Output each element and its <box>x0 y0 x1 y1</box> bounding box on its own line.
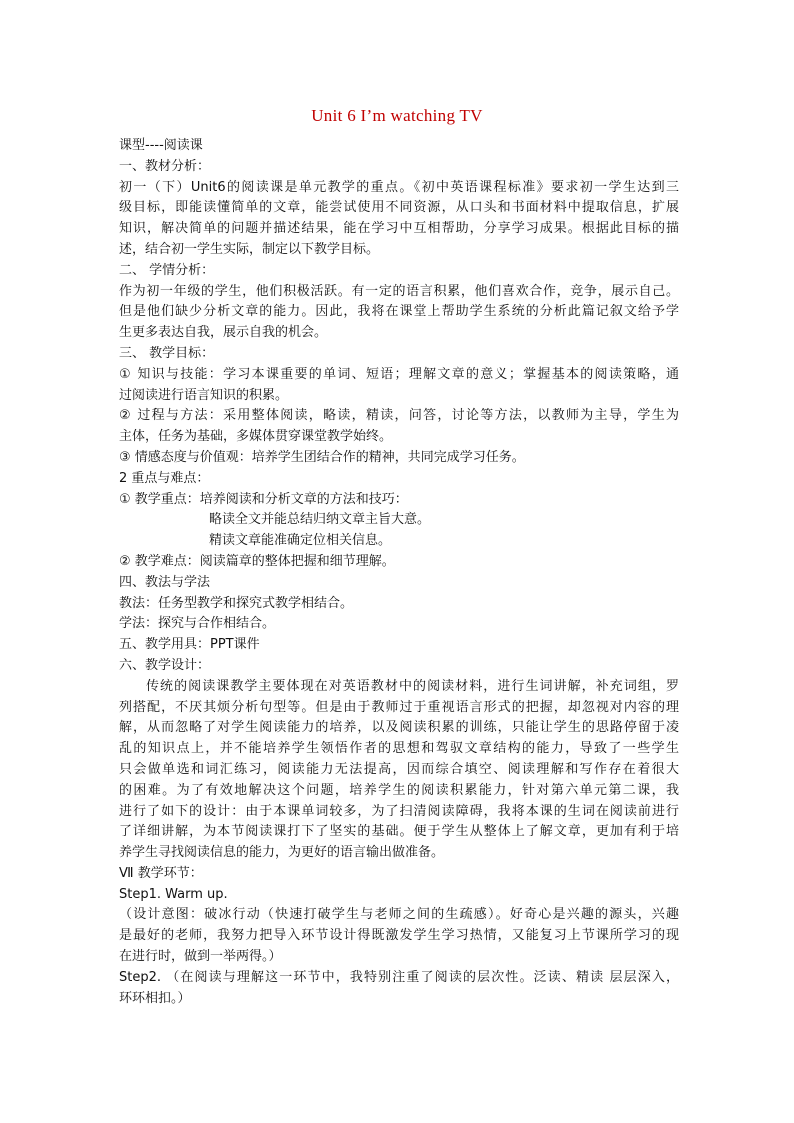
section-heading: 二、 学情分析： <box>119 262 215 278</box>
paragraph-line: 是最好的老师，我努力把导入环节设计得既激发学生学习热情，又能复习上节课所学习的现 <box>119 928 679 944</box>
section-heading: 五、教学用具：PPT课件 <box>119 637 260 653</box>
section-heading: 三、 教学目标： <box>119 345 215 361</box>
paragraph-line: 进行了如下的设计：由于本课单词较多，为了扫清阅读障碍，我将本课的生词在阅读前进行 <box>119 803 679 819</box>
list-item: ② 过程与方法：采用整体阅读，略读，精读，问答，讨论等方法，以教师为主导，学生为 <box>119 408 679 424</box>
paragraph-line: 了详细讲解，为本节阅读课打下了坚实的基础。便于学生从整体上了解文章，更加有利于培 <box>119 824 679 840</box>
list-item: ③ 情感态度与价值观：培养学生团结合作的精神，共同完成学习任务。 <box>119 449 525 465</box>
paragraph-line: 只会做单选和词汇练习，阅读能力无法提高，因而综合填空、阅读理解和写作存在着很大 <box>119 761 679 777</box>
list-item: ② 教学难点：阅读篇章的整体把握和细节理解。 <box>119 553 395 569</box>
section-heading: 一、教材分析： <box>119 158 211 174</box>
paragraph-line: 乱的知识点上，并不能培养学生领悟作者的思想和驾驭文章结构的能力，导致了一些学生 <box>119 741 679 757</box>
paragraph-line: 列搭配，不厌其烦分析句型等。但是由于教师过于重视语言形式的把握，却忽视对内容的理 <box>119 699 679 715</box>
document-title: Unit 6 I’m watching TV <box>311 106 483 125</box>
paragraph-line: 在进行时，做到一举两得。） <box>119 949 282 965</box>
paragraph-line: 解，从而忽略了对学生阅读能力的培养，以及阅读积累的训练，只能让学生的思路停留于凌 <box>119 720 679 736</box>
paragraph-line: 环环相扣。） <box>119 990 191 1006</box>
paragraph-line: 养学生寻找阅读信息的能力，为更好的语言输出做准备。 <box>119 845 445 861</box>
document-body <box>119 136 679 1009</box>
paragraph-line: 作为初一年级的学生，他们积极活跃。有一定的语言积累，他们喜欢合作，竞争，展示自己。 <box>119 283 679 299</box>
list-item: 主体，任务为基础，多媒体贯穿课堂教学始终。 <box>119 429 393 445</box>
list-item: 过阅读进行语言知识的积累。 <box>119 387 289 403</box>
paragraph-line: （设计意图：破冰行动（快速打破学生与老师之间的生疏感）。好奇心是兴趣的源头，兴趣 <box>119 907 679 923</box>
section-heading: 四、教法与学法 <box>119 574 211 590</box>
paragraph-line: 级目标，即能读懂简单的文章，能尝试使用不同资源，从口头和书面材料中提取信息，扩展 <box>119 200 679 216</box>
paragraph-line: 教法：任务型教学和探究式教学相结合。 <box>119 595 354 611</box>
paragraph-line: 的困难。为了有效地解决这个问题，培养学生的阅读积累能力，针对第六单元第二课，我 <box>119 782 679 798</box>
paragraph-line: 知识，解决简单的问题并描述结果，能在学习中互相帮助，分享学习成果。根据此目标的描 <box>119 221 679 237</box>
paragraph-line: 传统的阅读课教学主要体现在对英语教材中的阅读材料，进行生词讲解，补充词组，罗 <box>146 678 679 694</box>
lesson-type-line: 课型----阅读课 <box>119 138 203 153</box>
paragraph-line: 述，结合初一学生实际，制定以下教学目标。 <box>119 241 380 257</box>
step-heading: Step2. （在阅读与理解这一环节中，我特别注重了阅读的层次性。泛读、精读 层层深入， <box>119 969 679 985</box>
section-heading: Ⅶ 教学环节： <box>119 865 203 881</box>
list-subitem: 略读全文并能总结归纳文章主旨大意。 <box>209 512 431 528</box>
paragraph-line: 初一（下）Unit6的阅读课是单元教学的重点。《初中英语课程标准》要求初一学生达到三 <box>119 179 679 195</box>
section-heading: 2 重点与难点： <box>119 470 210 486</box>
list-item: ① 教学重点：培养阅读和分析文章的方法和技巧： <box>119 491 408 507</box>
paragraph-line: 生更多表达自我，展示自我的机会。 <box>119 325 328 341</box>
paragraph-line: 学法：探究与合作相结合。 <box>119 616 276 632</box>
section-heading: 六、教学设计： <box>119 657 211 673</box>
list-subitem: 精读文章能准确定位相关信息。 <box>209 533 392 549</box>
list-item: ① 知识与技能：学习本课重要的单词、短语；理解文章的意义；掌握基本的阅读策略，通 <box>119 366 679 382</box>
step-heading: Step1. Warm up. <box>119 886 228 902</box>
paragraph-line: 但是他们缺少分析文章的能力。因此，我将在课堂上帮助学生系统的分析此篇记叙文给予学 <box>119 304 679 320</box>
